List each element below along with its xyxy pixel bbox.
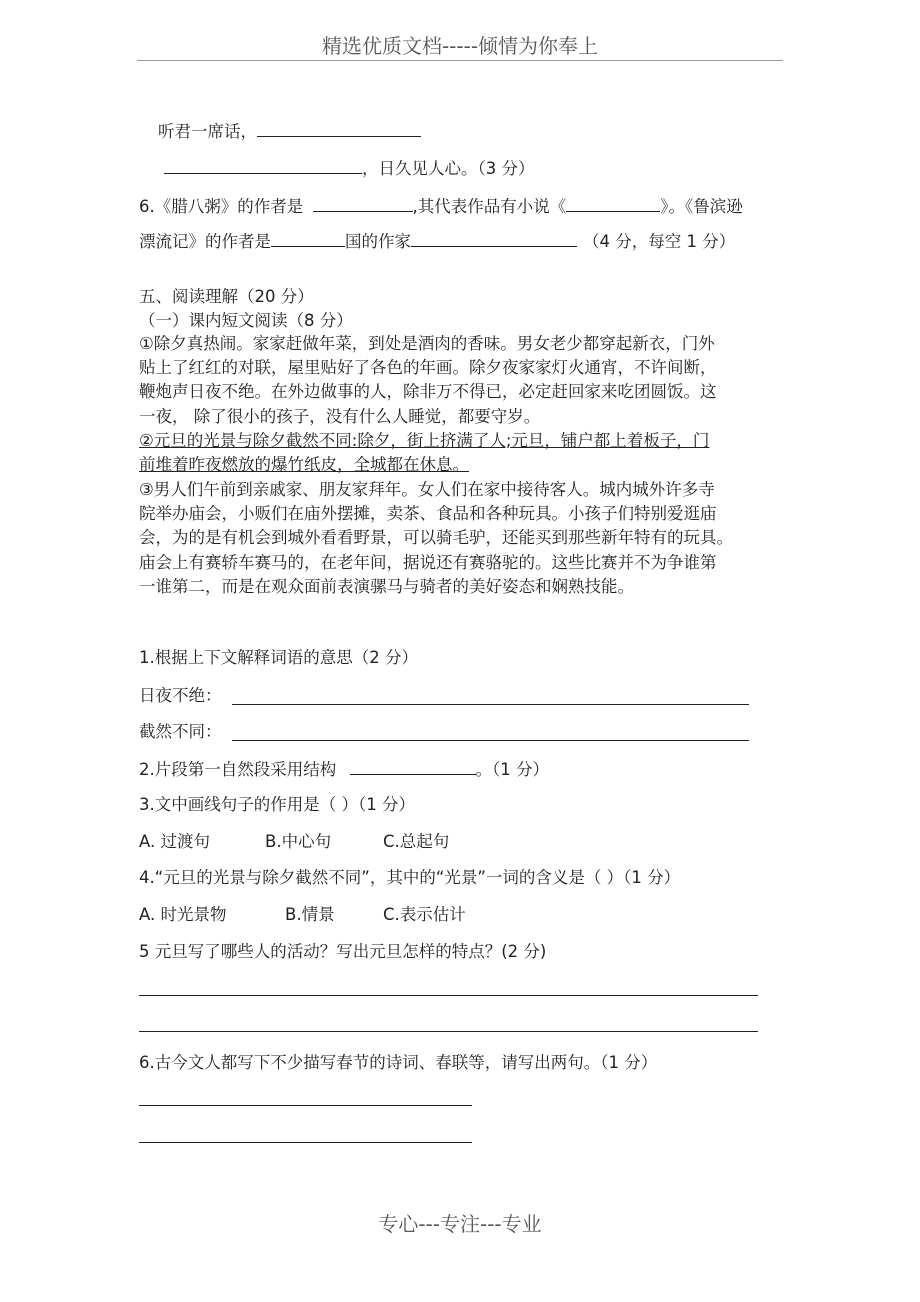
q3-option-b[interactable]: B.中心句 xyxy=(265,832,332,851)
p3-line: 庙会上有赛轿车赛马的，在老年间，据说还有赛骆驼的。这些比赛并不为争谁第 xyxy=(139,552,717,572)
q4-option-a[interactable]: A. 时光景物 xyxy=(139,905,227,924)
q1-term-b: 截然不同： xyxy=(139,722,222,741)
q3-option-c[interactable]: C.总起句 xyxy=(383,832,450,851)
q6-text-f: （4 分，每空 1 分） xyxy=(583,232,736,251)
q4-option-b[interactable]: B.情景 xyxy=(285,905,335,924)
q6-blank-writer[interactable] xyxy=(411,230,577,247)
p1-line: ①除夕真热闹。家家赶做年菜，到处是酒肉的香味。男女老少都穿起新衣，门外 xyxy=(139,334,715,353)
q5-blank-2[interactable] xyxy=(164,157,362,174)
q4-option-c[interactable]: C.表示估计 xyxy=(383,905,466,924)
q2-blank[interactable] xyxy=(350,758,476,775)
p3-line: 会，为的是有机会到城外看看野景，可以骑毛驴，还能买到那些新年特有的玩具。 xyxy=(139,528,733,548)
question-3: 3.文中画线句子的作用是（ ）（1 分） xyxy=(139,795,415,814)
passage-paragraph-2-underlined xyxy=(139,429,789,477)
q6-blank-author[interactable] xyxy=(313,195,413,212)
q2-score: 。（1 分） xyxy=(475,760,549,779)
q1-answer-line-a[interactable] xyxy=(232,704,749,705)
p3-line: ③男人们午前到亲戚家、朋友家拜年。女人们在家中接待客人。城内城外许多寺 xyxy=(139,480,715,499)
q5-blank-1[interactable] xyxy=(257,120,421,137)
q5-answer-line-1[interactable] xyxy=(139,995,758,996)
p2-line: 前堆着昨夜燃放的爆竹纸皮，全城都在休息。 xyxy=(139,455,469,475)
subsection-title: （一）课内短文阅读（8 分） xyxy=(139,311,353,330)
p3-line: 一谁第二，而是在观众面前表演骡马与骑者的美好姿态和娴熟技能。 xyxy=(139,576,634,596)
q5-line1-text: 听君一席话， xyxy=(158,122,257,141)
q6-line2 xyxy=(139,230,735,253)
p1-line: 一夜， 除了很小的孩子，没有什么人睡觉，都要守岁。 xyxy=(139,406,541,426)
p3-line: 院举办庙会，小贩们在庙外摆摊，卖茶、食品和各种玩具。小孩子们特别爱逛庙 xyxy=(139,504,717,524)
p1-line: 鞭炮声日夜不绝。在外边做事的人，除非万不得已，必定赶回家来吃团圆饭。这 xyxy=(139,382,717,402)
q6-blank-country[interactable] xyxy=(271,230,345,247)
question-4: 4.“元旦的光景与除夕截然不同”，其中的“光景”一词的含义是（ ）（1 分） xyxy=(139,868,681,887)
q6-line1 xyxy=(139,195,743,218)
header-divider xyxy=(137,60,783,61)
page-footer: 专心---专注---专业 xyxy=(378,1212,542,1236)
question-5: 5 元旦写了哪些人的活动？写出元旦怎样的特点？(2 分) xyxy=(139,942,547,961)
q1-answer-line-b[interactable] xyxy=(232,740,749,741)
q6-text-c: 》。《鲁滨逊 xyxy=(660,197,743,216)
q6-text-e: 国的作家 xyxy=(345,232,411,251)
q1-term-a: 日夜不绝： xyxy=(139,686,222,705)
passage-paragraph-1 xyxy=(139,332,789,429)
q6-text-d: 漂流记》的作者是 xyxy=(139,232,271,251)
q5-answer-line-2[interactable] xyxy=(139,1031,758,1032)
passage-paragraph-3 xyxy=(139,478,789,599)
q6-answer-line-1[interactable] xyxy=(139,1105,472,1106)
q2-text: 2.片段第一自然段采用结构 xyxy=(139,760,337,779)
q5-line2 xyxy=(164,157,535,180)
question-2 xyxy=(139,758,549,781)
p2-line: ②元旦的光景与除夕截然不同:除夕，街上挤满了人;元旦，铺户都上着板子，门 xyxy=(139,431,710,450)
section-title: 五、阅读理解（20 分） xyxy=(139,287,314,306)
q3-option-a[interactable]: A. 过渡句 xyxy=(139,832,210,851)
question-6: 6.古今文人都写下不少描写春节的诗词、春联等，请写出两句。（1 分） xyxy=(139,1053,658,1072)
p1-line: 贴上了红红的对联，屋里贴好了各色的年画。除夕夜家家灯火通宵，不许间断， xyxy=(139,358,717,378)
q5-line2-text: ，日久见人心。（3 分） xyxy=(362,159,535,178)
page-header: 精选优质文档-----倾情为你奉上 xyxy=(321,34,599,58)
q6-text-a: 6.《腊八粥》的作者是 xyxy=(139,197,304,216)
q6-text-b: ,其代表作品有小说《 xyxy=(412,197,567,216)
question-1: 1.根据上下文解释词语的意思（2 分） xyxy=(139,648,418,667)
q6-blank-novel[interactable] xyxy=(566,195,660,212)
q5-line1 xyxy=(158,120,421,143)
q6-answer-line-2[interactable] xyxy=(139,1142,472,1143)
